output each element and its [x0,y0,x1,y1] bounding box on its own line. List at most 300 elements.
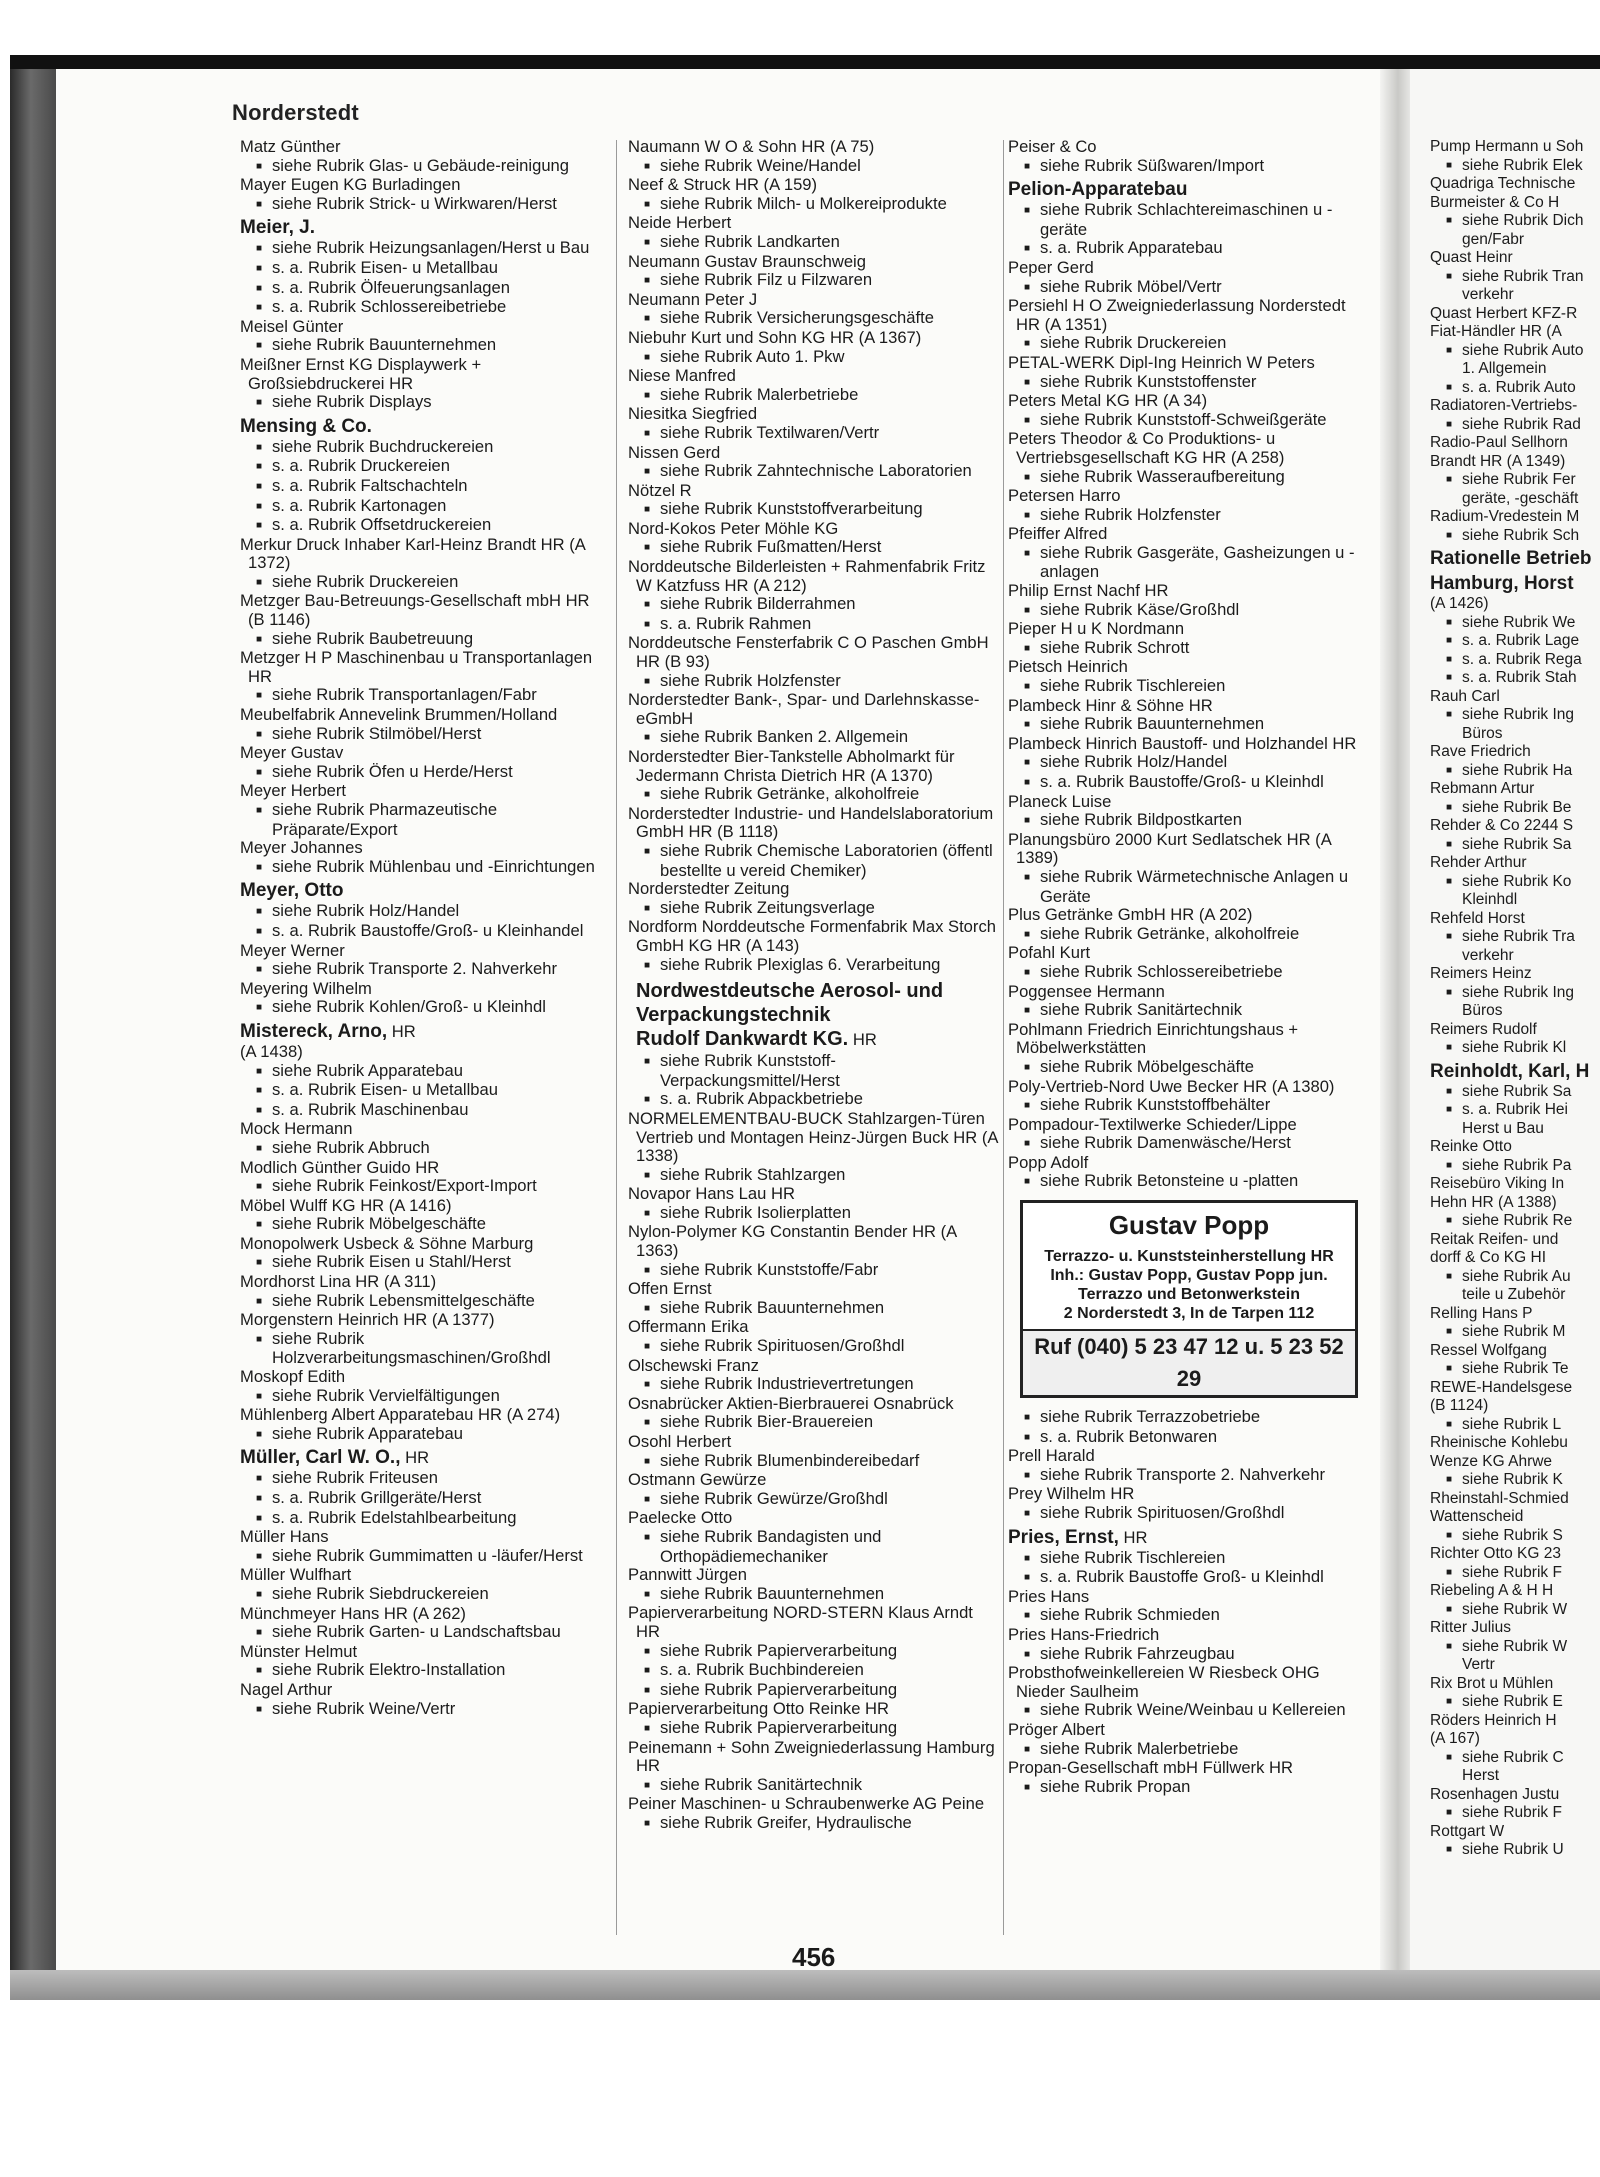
category-reference [1430,471,1600,508]
category-reference [628,615,1000,635]
entry-text: Fiat-Händler HR (A [1430,323,1562,340]
category-reference [240,763,600,783]
register-suffix: HR [848,1030,877,1050]
entry-text: siehe Rubrik Garten- u Landschaftsbau [272,1622,561,1642]
category-reference [240,922,600,942]
entry-text: siehe Rubrik Eisen u Stahl/Herst [272,1252,511,1272]
category-reference [1008,157,1370,177]
company-entry [1430,1582,1600,1601]
entry-text: s. a. Rubrik Druckereien [272,456,450,476]
company-entry [1430,1823,1600,1842]
entry-text: siehe Rubrik Gummimatten u -läufer/Herst [272,1545,583,1565]
company-entry [1430,1545,1600,1564]
entry-text: siehe Rubrik Holzfenster [1040,504,1221,524]
category-reference [628,1337,1000,1357]
category-reference [1008,1466,1370,1486]
category-reference [1430,669,1600,688]
entry-text: siehe Rubrik Spirituosen/Großhdl [1040,1503,1285,1523]
entry-text: s. a. Rubrik Abpackbetriebe [660,1089,863,1109]
company-entry [1008,297,1370,334]
category-reference [1008,1740,1370,1760]
entry-text: Müller, Carl W. O., [240,1447,401,1469]
category-reference [240,1425,600,1445]
entry-text: siehe Rubrik Tischlereien [1040,1547,1226,1567]
company-entry [240,1159,600,1178]
entry-text: Persiehl H O Zweigniederlassung Norderstedt HR (A 1351) [1008,296,1346,334]
entry-text: siehe Rubrik M [1462,1323,1566,1340]
category-reference [1008,1504,1370,1524]
category-reference [240,1469,600,1489]
entry-text: siehe Rubrik Fer geräte, -geschäft [1462,471,1579,507]
company-entry [240,176,600,195]
entry-text: siehe Rubrik Sch [1462,526,1580,544]
entry-text: Pompadour-Textilwerke Schieder/Lippe [1008,1114,1297,1134]
company-entry [1430,194,1600,213]
entry-text: Münchmeyer Hans HR (A 262) [240,1603,466,1623]
entry-text: Meyer, Otto [240,880,344,902]
entry-text: Quadriga Technische [1430,175,1576,192]
entry-text: siehe Rubrik Transportanlagen/Fabr [272,685,537,705]
company-entry [1430,249,1600,268]
company-entry [628,405,1000,424]
category-reference [240,438,600,458]
entry-text: siehe Rubrik Filz u Filzwaren [660,270,873,290]
ad-specialty-line: Terrazzo und Betonwerkstein [1078,1286,1300,1304]
entry-text: s. a. Rubrik Rega [1462,650,1582,668]
entry-text: siehe Rubrik Bauunternehmen [660,1583,885,1603]
entry-text: siehe Rubrik Apparatebau [272,1423,463,1443]
company-entry [628,291,1000,310]
entry-text: Reinholdt, Karl, H [1430,1060,1590,1082]
company-entry [628,1223,1000,1260]
entry-text: siehe Rubrik Bandagisten und Orthopädiemechaniker [660,1526,882,1566]
company-entry [1430,1397,1600,1416]
company-entry-bold [240,1447,600,1469]
category-reference [628,1413,1000,1433]
category-reference [1008,334,1370,354]
company-entry [240,1566,600,1585]
category-reference [240,457,600,477]
entry-text: Mock Hermann [240,1119,353,1139]
entry-text: siehe Rubrik Möbel/Vertr [1040,276,1222,296]
ad-company-name: Gustav Popp [1108,1210,1270,1241]
category-reference [628,1585,1000,1605]
entry-text: Pfeiffer Alfred [1008,524,1108,544]
company-entry-bold [240,1021,600,1043]
entry-text: Neumann Peter J [628,289,758,309]
category-reference [1430,1360,1600,1379]
category-reference [240,1081,600,1101]
category-reference [240,1215,600,1235]
entry-text: Wattenscheid [1430,1508,1524,1525]
entry-text: Meubelfabrik Annevelink Brummen/Holland [240,705,558,725]
entry-text: siehe Rubrik U [1462,1841,1564,1858]
company-entry [628,1280,1000,1299]
category-reference [1430,651,1600,670]
entry-text: siehe Rubrik Getränke, alkoholfreie [1040,923,1300,943]
entry-text: siehe Rubrik Sa [1462,835,1572,853]
entry-text: Quast Herbert KFZ-R [1430,304,1578,322]
category-reference [628,1375,1000,1395]
ad-trade-line: Terrazzo- u. Kunststeinherstellung HR [1044,1248,1334,1266]
category-reference [1008,1606,1370,1626]
category-reference [240,960,600,980]
category-reference [240,1101,600,1121]
entry-text: Radio-Paul Sellhorn [1430,434,1568,451]
entry-text: Mordhorst Lina HR (A 311) [240,1272,437,1292]
category-reference [240,1700,600,1720]
company-entry [1008,620,1370,639]
category-reference [1008,1001,1370,1021]
entry-text: Meyer Herbert [240,781,347,801]
entry-text: s. a. Rubrik Eisen- u Metallbau [272,257,498,277]
company-entry [1430,1138,1600,1157]
entry-text: s. a. Rubrik Buchbindereien [660,1660,864,1680]
entry-text: Plus Getränke GmbH HR (A 202) [1008,905,1253,925]
category-reference [1430,1749,1600,1786]
company-entry [1430,1231,1600,1250]
category-reference [1008,677,1370,697]
company-entry [240,1120,600,1139]
entry-text: siehe Rubrik Holz/Handel [272,901,460,921]
company-entry-bold [1008,179,1370,201]
entry-text: Mensing & Co. [240,415,372,437]
entry-text: Norderstedter Zeitung [628,879,790,899]
entry-text: Modlich Günther Guido HR [240,1157,440,1177]
entry-text: siehe Rubrik Rad [1462,415,1581,433]
category-reference [240,1387,600,1407]
company-entry-large [628,979,1000,1027]
company-entry [240,980,600,999]
entry-text: siehe Rubrik Süßwaren/Import [1040,155,1265,175]
entry-text: siehe Rubrik Auto 1. Pkw [660,346,845,366]
entry-text: s. a. Rubrik Stah [1462,669,1577,686]
company-entry [240,1043,600,1062]
category-reference [240,1547,600,1567]
entry-text: siehe Rubrik Chemische Laboratorien (öffentl bestellte u vereid Chemiker) [660,840,993,880]
entry-text: Nissen Gerd [628,442,721,462]
category-reference [628,1452,1000,1472]
entry-text: Richter Otto KG 23 [1430,1545,1561,1562]
category-reference [1430,984,1600,1021]
company-entry [628,1566,1000,1585]
category-reference [1008,1568,1370,1588]
register-suffix: HR [400,1448,430,1468]
entry-text: s. a. Rubrik Betonwaren [1040,1426,1218,1446]
category-reference [1008,715,1370,735]
company-entry [628,520,1000,539]
page-header-city: Norderstedt [232,100,359,125]
category-reference [240,477,600,497]
entry-text: Niese Manfred [628,366,736,386]
category-reference [240,259,600,279]
category-reference [1430,1601,1600,1620]
company-entry-bold [240,880,600,902]
company-entry [1008,487,1370,506]
entry-text: Plambeck Hinrich Baustoff- und Holzhandel HR [1008,733,1357,753]
company-entry [240,839,600,858]
category-reference [1430,1841,1600,1860]
entry-text: siehe Rubrik Weine/Handel [660,155,861,175]
category-reference [1008,1408,1370,1428]
company-entry [1008,430,1370,467]
entry-text: Propan-Gesellschaft mbH Füllwerk HR [1008,1758,1293,1778]
entry-text: siehe Rubrik Käse/Großhdl [1040,599,1240,619]
entry-text: siehe Rubrik Stilmöbel/Herst [272,723,482,743]
entry-text: Offermann Erika [628,1317,749,1337]
category-reference [628,462,1000,482]
category-reference [1430,873,1600,910]
category-reference [240,516,600,536]
entry-text: Riebeling A & H H [1430,1582,1554,1599]
category-reference [1008,1096,1370,1116]
entry-text: Naumann W O & Sohn HR (A 75) [628,138,875,156]
company-entry [1430,854,1600,873]
entry-text: siehe Rubrik Feinkost/Export-Import [272,1176,537,1196]
entry-text: Norderstedter Industrie- und Handelslaboratorium GmbH HR (B 1118) [628,803,994,842]
entry-text: s. a. Rubrik Edelstahlbearbeitung [272,1507,517,1527]
company-entry [1430,965,1600,984]
page-edges-bottom [10,1970,1600,2000]
advertisement-box [1020,1200,1358,1398]
entry-text: Rauh Carl [1430,687,1500,705]
company-entry [1008,1588,1370,1607]
category-reference [1430,527,1600,546]
entry-text: Norddeutsche Bilderleisten + Rahmenfabrik Fritz W Katzfuss HR (A 212) [628,557,986,595]
company-entry [240,1681,600,1700]
category-reference [1008,1701,1370,1721]
entry-text: Reinke Otto [1430,1138,1512,1155]
entry-text: Reimers Heinz [1430,965,1532,982]
company-entry [628,444,1000,463]
company-entry [1430,1730,1600,1749]
entry-text: Pietsch Heinrich [1008,657,1128,677]
register-suffix: HR [1118,1527,1148,1547]
entry-text: siehe Rubrik F [1462,1804,1562,1821]
company-entry [628,1395,1000,1414]
entry-text: siehe Rubrik Glas- u Gebäude-reinigung [272,155,570,175]
entry-text: Rehder & Co 2244 S [1430,817,1574,834]
entry-text: siehe Rubrik Gewürze/Großhdl [660,1488,888,1508]
entry-text: Rottgart W [1430,1822,1505,1840]
company-entry-bold [240,217,600,239]
category-reference [628,1166,1000,1186]
category-reference [628,1299,1000,1319]
entry-text: Brandt HR (A 1349) [1430,452,1566,470]
entry-text: siehe Rubrik Kunststoffbehälter [1040,1095,1271,1115]
company-entry [1430,434,1600,453]
company-entry [628,918,1000,955]
entry-text: siehe Rubrik Stahlzargen [660,1164,846,1184]
entry-text: siehe Rubrik F [1462,1563,1562,1581]
category-reference [240,858,600,878]
entry-text: siehe Rubrik Pa [1462,1156,1572,1174]
entry-text: Nordwestdeutsche Aerosol- und Verpackungstechnik [636,980,944,1027]
entry-text: Mühlenberg Albert Apparatebau HR (A 274) [240,1405,561,1425]
category-reference [240,1292,600,1312]
entry-text: Metzger H P Maschinenbau u Transportanlagen HR [240,648,593,686]
ad-owner-line: Inh.: Gustav Popp, Gustav Popp jun. [1050,1267,1328,1285]
entry-text: Plambeck Hinr & Söhne HR [1008,695,1213,715]
entry-text: Moskopf Edith [240,1367,346,1387]
category-reference [1008,201,1370,239]
entry-text: Pump Hermann u Soh [1430,138,1584,155]
entry-text: siehe Rubrik Siebdruckereien [272,1583,489,1603]
category-reference [628,309,1000,329]
category-reference [240,573,600,593]
entry-text: Möbel Wulff KG HR (A 1416) [240,1195,452,1215]
entry-text: Offen Ernst [628,1279,712,1299]
company-entry [1008,1721,1370,1740]
company-entry [1008,658,1370,677]
entry-text: Prell Harald [1008,1446,1095,1466]
entry-text: siehe Rubrik Malerbetriebe [1040,1738,1239,1758]
company-entry [1008,259,1370,278]
entry-text: Rebmann Artur [1430,780,1535,797]
entry-text: Pries Hans [1008,1586,1090,1606]
directory-column-2 [628,138,1000,1928]
entry-text: Pröger Albert [1008,1719,1105,1739]
company-entry [628,805,1000,842]
entry-text: Rosenhagen Justu [1430,1785,1560,1803]
entry-text: siehe Rubrik Textilwaren/Vertr [660,422,880,442]
company-entry [240,1273,600,1292]
entry-text: Petersen Harro [1008,486,1121,506]
entry-text: Nord-Kokos Peter Möhle KG [628,518,839,538]
directory-column-3 [1008,138,1370,1928]
company-entry-bold [1008,1527,1370,1549]
entry-text: siehe Rubrik Bauunternehmen [272,335,497,355]
category-reference [240,1509,600,1529]
company-entry [1430,305,1600,324]
entry-text: Meyering Wilhelm [240,978,372,998]
category-reference [1430,836,1600,855]
company-entry [240,782,600,801]
entry-text: siehe Rubrik Transporte 2. Nahverkehr [272,959,557,979]
company-entry [240,706,600,725]
entry-text: siehe Rubrik Weine/Weinbau u Kellereien [1040,1700,1346,1720]
category-reference [628,500,1000,520]
entry-text: Planeck Luise [1008,791,1112,811]
entry-text: siehe Rubrik Vervielfältigungen [272,1385,500,1405]
entry-text: Hamburg, Horst [1430,573,1574,594]
directory-column-4-partial [1430,138,1600,1928]
company-entry [1430,1342,1600,1361]
entry-text: siehe Rubrik Elek [1462,156,1583,174]
company-entry [628,176,1000,195]
company-entry [1008,983,1370,1002]
page-number: 456 [792,1942,836,1972]
entry-text: Norderstedter Bier-Tankstelle Abholmarkt für Jedermann Christa Dietrich HR (A 1370) [628,747,955,785]
category-reference [1430,1564,1600,1583]
entry-text: s. a. Rubrik Kartonagen [272,495,447,515]
entry-text: siehe Rubrik Möbelgeschäfte [1040,1056,1254,1076]
entry-text: Röders Heinrich H [1430,1711,1557,1729]
entry-text: siehe Rubrik Landkarten [660,231,840,251]
entry-text: siehe Rubrik Kunststoffenster [1040,371,1257,391]
entry-text: siehe Rubrik Holz/Handel [1040,752,1228,772]
entry-text: siehe Rubrik Weine/Vertr [272,1698,456,1718]
entry-text: Papierverarbeitung NORD-STERN Klaus Arndt HR [628,1603,973,1641]
category-reference [628,271,1000,291]
category-reference [240,1253,600,1273]
company-entry [1430,508,1600,527]
category-reference [628,195,1000,215]
category-reference [240,1062,600,1082]
category-reference [628,424,1000,444]
category-reference [628,1528,1000,1566]
category-reference [1430,157,1600,176]
company-entry [240,1311,600,1330]
company-entry [1430,1249,1600,1268]
category-reference [1430,706,1600,743]
entry-text: Philip Ernst Nachf HR [1008,581,1169,601]
entry-text: siehe Rubrik Propan [1040,1776,1191,1796]
entry-text: Merkur Druck Inhaber Karl-Heinz Brandt HR (A 1372) [240,534,585,573]
entry-text: siehe Rubrik Getränke, alkoholfreie [660,784,920,804]
entry-text: Rheinstahl-Schmied [1430,1489,1569,1507]
category-reference [1008,753,1370,773]
company-entry [1008,697,1370,716]
company-entry [628,138,1000,157]
company-entry [1430,780,1600,799]
entry-text: siehe Rubrik Industrievertretungen [660,1374,914,1394]
category-reference [628,1719,1000,1739]
entry-text: siehe Rubrik Mühlenbau und -Einrichtungen [272,856,595,876]
entry-text: siehe Rubrik Baubetreuung [272,628,474,648]
company-entry [1008,1626,1370,1645]
entry-text: siehe Rubrik Kunststoff-Verpackungsmittel/Herst [660,1051,840,1090]
company-entry-bold [1430,573,1600,595]
register-suffix: HR [387,1021,416,1041]
category-reference [240,279,600,299]
company-entry [628,329,1000,348]
company-entry-large [628,1027,1000,1052]
company-entry [240,536,600,573]
company-entry [240,942,600,961]
entry-text: siehe Rubrik Bilderrahmen [660,594,856,614]
category-reference [1008,773,1370,793]
company-entry [240,592,600,629]
company-entry [240,649,600,686]
category-reference [1430,1638,1600,1675]
category-reference [628,1204,1000,1224]
company-entry [240,1406,600,1425]
entry-text: Nötzel R [628,480,692,500]
company-entry [628,634,1000,671]
entry-text: siehe Rubrik Papierverarbeitung [660,1717,898,1737]
entry-text: Quast Heinr [1430,249,1513,266]
entry-text: Osohl Herbert [628,1432,732,1451]
entry-text: siehe Rubrik Ha [1462,761,1573,779]
entry-text: Reisebüro Viking In [1430,1175,1565,1192]
company-entry [1430,1194,1600,1213]
entry-text: Morgenstern Heinrich HR (A 1377) [240,1310,495,1330]
entry-text: Müller Hans [240,1527,329,1547]
entry-text: Rheinische Kohlebu [1430,1434,1568,1451]
entry-text: siehe Rubrik Sanitärtechnik [660,1774,862,1794]
entry-text: siehe Rubrik Blumenbindereibedarf [660,1450,920,1470]
entry-text: dorff & Co KG HI [1430,1249,1547,1266]
company-entry [240,318,600,337]
company-entry [1008,906,1370,925]
company-entry [240,744,600,763]
scan-top-border [10,55,1600,69]
entry-text: Reimers Rudolf [1430,1020,1537,1038]
company-entry [1008,735,1370,754]
entry-text: (A 1438) [240,1041,303,1061]
company-entry [1008,1078,1370,1097]
